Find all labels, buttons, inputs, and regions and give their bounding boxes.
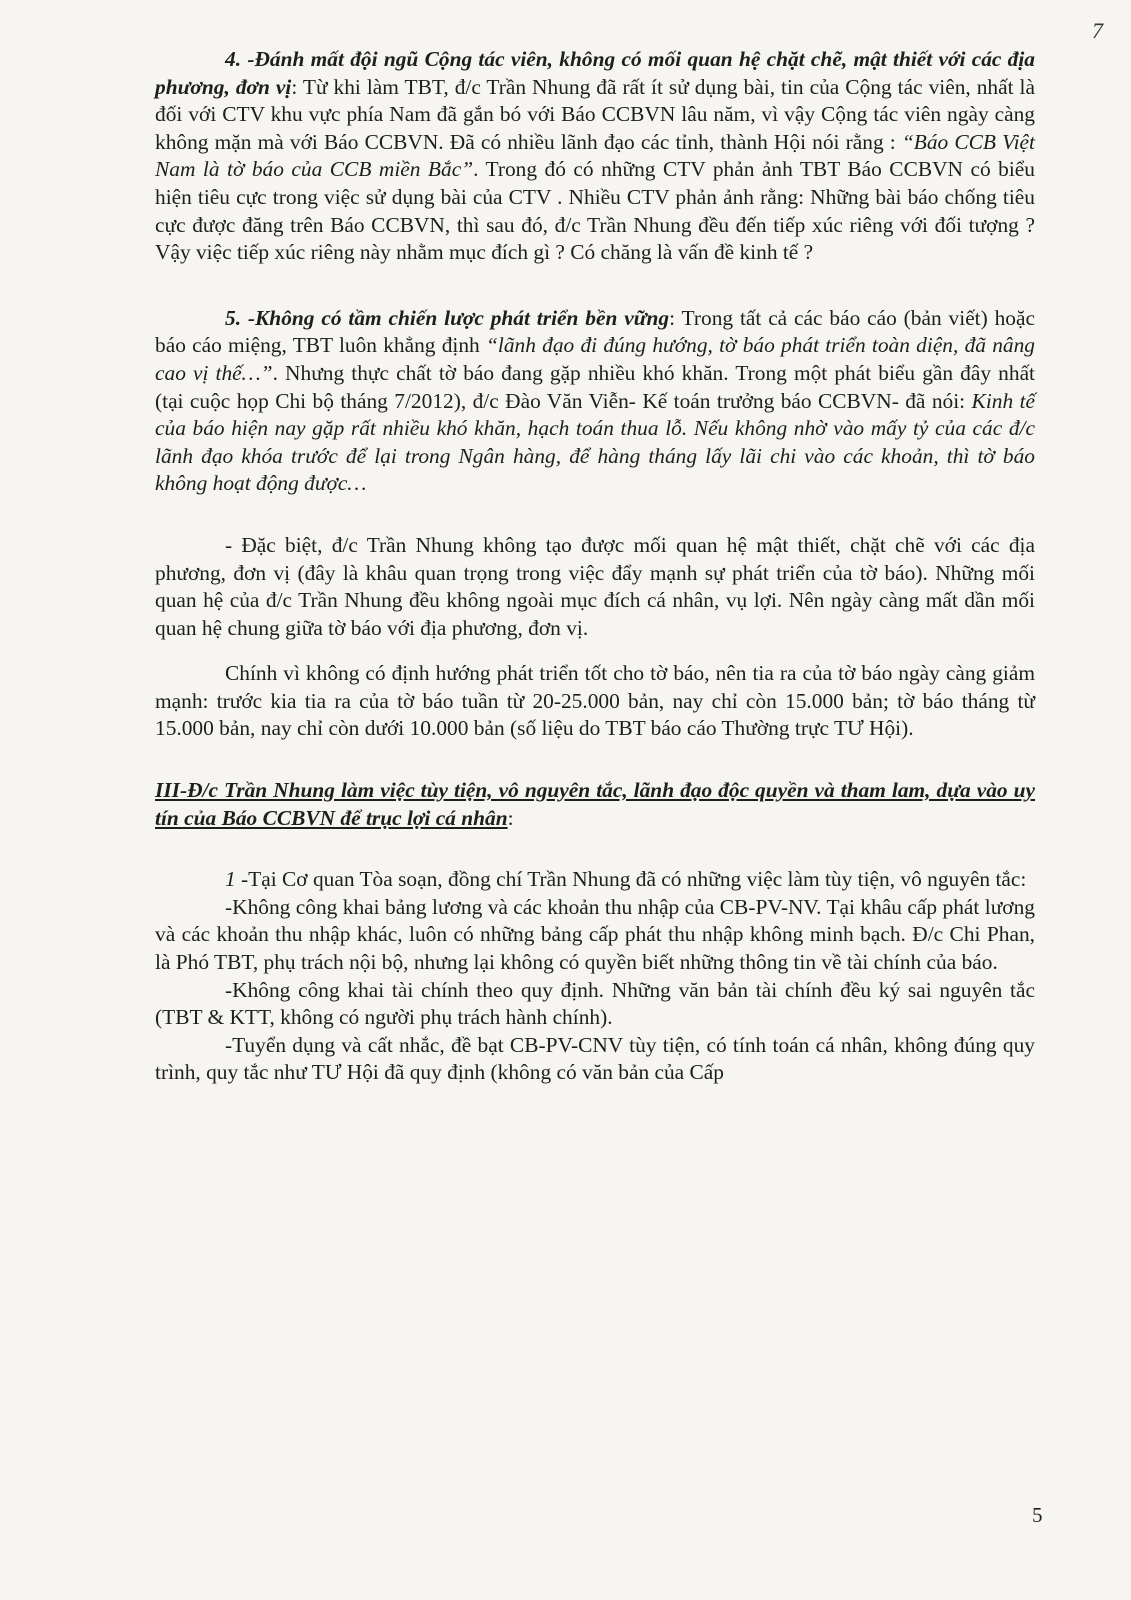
section-5-body-a: : Trong tất cả các báo cáo (bản viết) hoặc báo cáo miệng, TBT luôn khẳng định	[155, 305, 1035, 358]
body-text	[155, 46, 1035, 1087]
section-4-paragraph	[155, 46, 1035, 267]
section-3-heading-paragraph	[155, 777, 1035, 832]
item-1-bullet-3: -Tuyển dụng và cất nhắc, đề bạt CB-PV-CNV tùy tiện, có tính toán cá nhân, không đúng quy trình, quy tắc như TƯ Hội đã quy định (không có văn bản của Cấp	[155, 1032, 1035, 1085]
section-3-heading: III-Đ/c Trần Nhung làm việc tùy tiện, vô nguyên tắc, lãnh đạo độc quyền và tham lam, dựa vào uy tín của Báo CCBVN để trục lợi cá nhân	[155, 778, 1035, 830]
section-4-title: 4. -Đánh mất đội ngũ Cộng tác viên, không có mối quan hệ chặt chẽ, mật thiết với các địa phương, đơn vị	[155, 47, 1035, 99]
item-1-number: 1	[225, 867, 236, 892]
section-5-quote-b: Kinh tế của báo hiện nay gặp rất nhiều khó khăn, hạch toán thua lỗ. Nếu không nhờ vào mấy tỷ của các đ/c lãnh đạo khóa trước để lại trong Ngân hàng, để hàng tháng lấy lãi chi vào các khoản, thì tờ báo không hoạt động được…	[155, 388, 1036, 496]
circulation-paragraph: Chính vì không có định hướng phát triển tốt cho tờ báo, nên tia ra của tờ báo ngày càng giảm mạnh: trước kia tia ra của tờ báo tuần từ 20-25.000 bản, nay chỉ còn 15.000 bản; tờ báo tháng từ 15.000 bản, nay chỉ còn dưới 10.000 bản (số liệu do TBT báo cáo Thường trực TƯ Hội).	[155, 661, 1035, 741]
page-number: 5	[1032, 1503, 1043, 1527]
section-4-body-b: . Trong đó có những CTV phản ảnh TBT Báo CCBVN có biểu hiện tiêu cực trong việc sử dụng bài của CTV . Nhiều CTV phản ảnh rằng: Những bài báo chống tiêu cực được đăng trên Báo CCBVN, thì sau đó, đ/c Trần Nhung đều đến tiếp xúc riêng với đối tượng ? Vậy việc tiếp xúc riêng này nhằm mục đích gì ? Có chăng là vấn đề kinh tế ?	[155, 157, 1035, 265]
item-1-bullet-1: -Không công khai bảng lương và các khoản thu nhập của CB-PV-NV. Tại khâu cấp phát lương và các khoản thu nhập khác, luôn có những bảng cấp phát thu nhập không minh bạch. Đ/c Chi Phan, là Phó TBT, phụ trách nội bộ, nhưng lại không có quyền biết những thông tin về tài chính của báo.	[155, 894, 1035, 975]
section-4-body-a: : Từ khi làm TBT, đ/c Trần Nhung đã rất ít sử dụng bài, tin của Cộng tác viên, nhất là đối với CTV khu vực phía Nam đã gắn bó với Báo CCBVN lâu năm, vì vậy Cộng tác viên ngày càng không mặn mà với Báo CCBVN. Đã có nhiều lãnh đạo các tỉnh, thành Hội nói rằng :	[155, 74, 1035, 154]
item-1-text: -Tại Cơ quan Tòa soạn, đồng chí Trần Nhung đã có những việc làm tùy tiện, vô nguyên tắc:	[235, 867, 1027, 892]
item-1-paragraph	[155, 866, 1035, 894]
section-5-title: 5. -Không có tầm chiến lược phát triển bền vững	[225, 305, 670, 330]
section-5-paragraph	[155, 305, 1035, 498]
section-5-body-b: . Nhưng thực chất tờ báo đang gặp nhiều khó khăn. Trong một phát biểu gần đây nhất (tại cuộc họp Chi bộ tháng 7/2012), đ/c Đào Văn Viễn- Kế toán trưởng báo CCBVN- đã nói:	[155, 360, 1036, 413]
relations-paragraph: - Đặc biệt, đ/c Trần Nhung không tạo được mối quan hệ mật thiết, chặt chẽ với các địa phương, đơn vị (đây là khâu quan trọng trong việc đẩy mạnh sự phát triển của tờ báo). Những mối quan hệ của đ/c Trần Nhung đều không ngoài mục đích cá nhân, vụ lợi. Nên ngày càng mất dần mối quan hệ chung giữa tờ báo với địa phương, đơn vị.	[155, 532, 1035, 640]
section-5-quote: “lãnh đạo đi đúng hướng, tờ báo phát triển toàn diện, đã nâng cao vị thế…”	[155, 333, 1035, 385]
item-1-bullet-2: -Không công khai tài chính theo quy định. Những văn bản tài chính đều ký sai nguyên tắc (TBT & KTT, không có người phụ trách hành chính).	[155, 977, 1035, 1030]
section-3-heading-tail: :	[507, 805, 514, 830]
handwritten-page-mark: 7	[1092, 18, 1103, 43]
section-4-quote: “Báo CCB Việt Nam là tờ báo của CCB miền Bắc”	[155, 129, 1035, 182]
